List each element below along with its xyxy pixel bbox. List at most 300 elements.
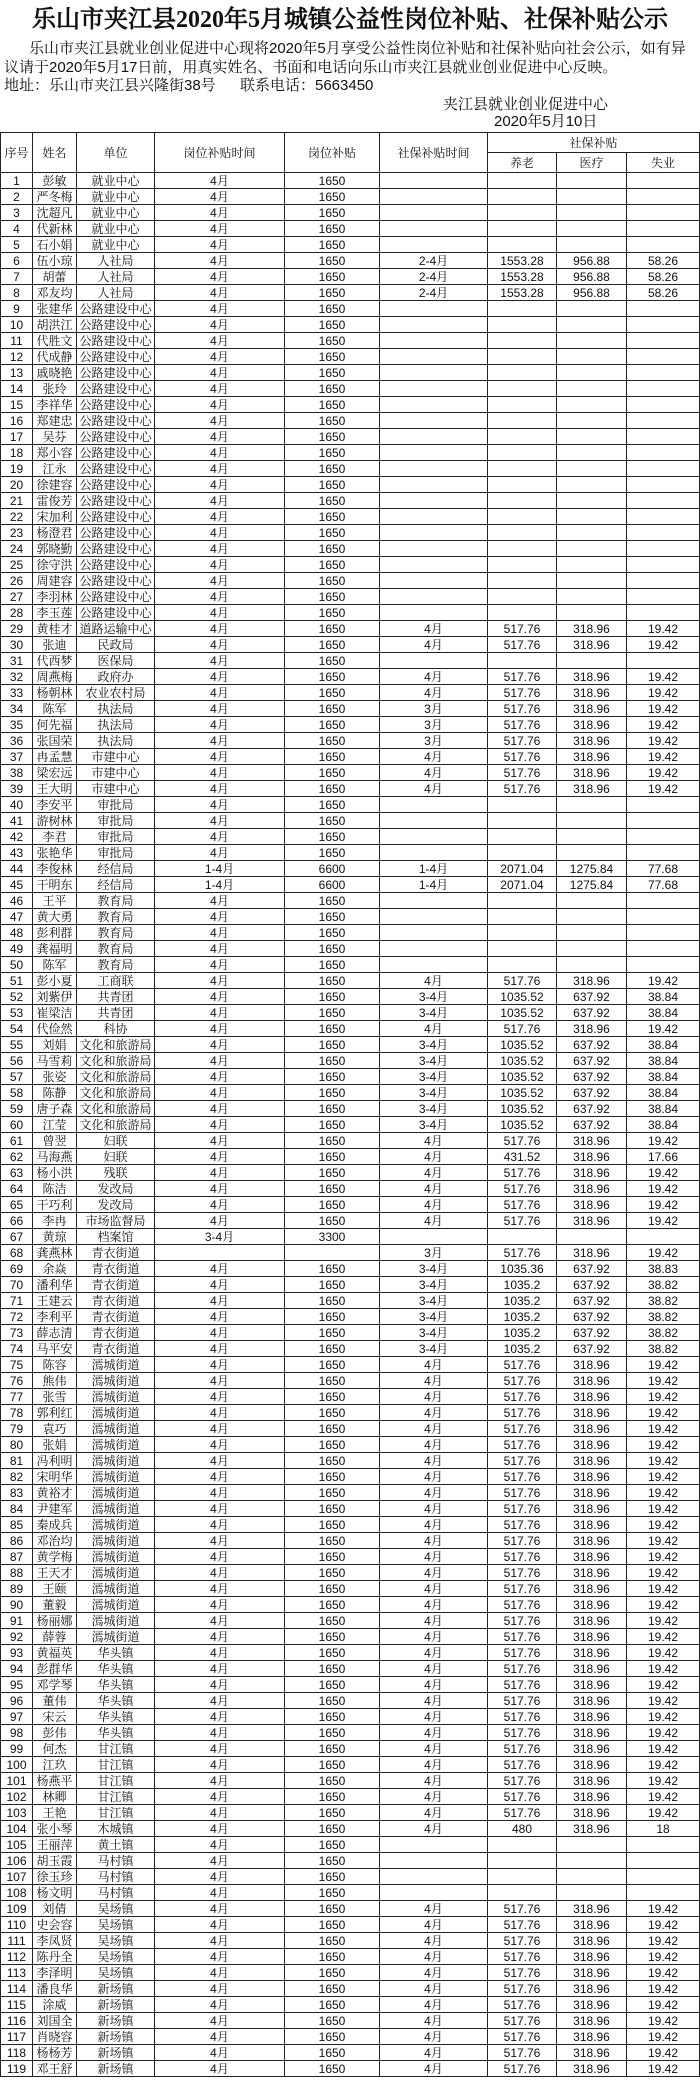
cell-pension: [488, 573, 557, 589]
cell-unemployment: 19.42: [627, 1421, 700, 1437]
cell-pension: [488, 829, 557, 845]
table-row: [1, 1133, 700, 1149]
cell-pension: [488, 653, 557, 669]
cell-unit: 青衣街道: [77, 1309, 155, 1325]
cell-post-period: 4月: [155, 1549, 285, 1565]
cell-post-period: 4月: [155, 381, 285, 397]
cell-unit: 漹城街道: [77, 1629, 155, 1645]
cell-unemployment: 19.42: [627, 1661, 700, 1677]
cell-unemployment: 19.42: [627, 1805, 700, 1821]
cell-pension: 517.76: [488, 1581, 557, 1597]
cell-name: 冯利明: [33, 1453, 77, 1469]
cell-ss-period: 3-4月: [380, 1069, 488, 1085]
cell-post-period: 4月: [155, 1309, 285, 1325]
cell-post-period: 4月: [155, 1469, 285, 1485]
cell-pension: [488, 333, 557, 349]
cell-seq: 71: [1, 1293, 33, 1309]
cell-post-period: 4月: [155, 1005, 285, 1021]
table-row: [1, 589, 700, 605]
cell-unemployment: [627, 797, 700, 813]
cell-post-period: 4月: [155, 1709, 285, 1725]
cell-ss-period: [380, 1885, 488, 1901]
cell-name: 杨燕平: [33, 1773, 77, 1789]
cell-medical: 956.88: [557, 285, 627, 301]
cell-post-amount: 1650: [285, 493, 380, 509]
cell-post-period: 4月: [155, 1981, 285, 1997]
cell-name: 彭伟: [33, 1725, 77, 1741]
cell-name: 胡蕾: [33, 269, 77, 285]
cell-post-amount: 1650: [285, 1917, 380, 1933]
cell-unit: 漹城街道: [77, 1549, 155, 1565]
cell-seq: 86: [1, 1533, 33, 1549]
cell-post-period: 4月: [155, 1597, 285, 1613]
table-row: [1, 317, 700, 333]
cell-seq: 83: [1, 1485, 33, 1501]
cell-unit: 华头镇: [77, 1677, 155, 1693]
cell-ss-period: 3-4月: [380, 1101, 488, 1117]
cell-post-period: 4月: [155, 1853, 285, 1869]
cell-unemployment: [627, 909, 700, 925]
cell-post-amount: 1650: [285, 2061, 380, 2077]
table-row: [1, 1421, 700, 1437]
cell-post-period: 4月: [155, 445, 285, 461]
table-row: [1, 1517, 700, 1533]
table-row: [1, 1181, 700, 1197]
cell-seq: 27: [1, 589, 33, 605]
cell-post-amount: 1650: [285, 813, 380, 829]
cell-unemployment: 38.84: [627, 1053, 700, 1069]
cell-medical: 318.96: [557, 717, 627, 733]
cell-post-period: 4月: [155, 301, 285, 317]
cell-unemployment: 19.42: [627, 2029, 700, 2045]
cell-unit: 漹城街道: [77, 1453, 155, 1469]
cell-pension: 517.76: [488, 717, 557, 733]
cell-seq: 101: [1, 1773, 33, 1789]
cell-seq: 20: [1, 477, 33, 493]
cell-name: 李安平: [33, 797, 77, 813]
cell-post-period: 4月: [155, 1869, 285, 1885]
cell-name: 徐守洪: [33, 557, 77, 573]
cell-seq: 43: [1, 845, 33, 861]
cell-seq: 100: [1, 1757, 33, 1773]
cell-unit: 文化和旅游局: [77, 1101, 155, 1117]
cell-post-amount: 1650: [285, 2045, 380, 2061]
cell-pension: 517.76: [488, 765, 557, 781]
table-row: [1, 1021, 700, 1037]
cell-unit: 发改局: [77, 1197, 155, 1213]
cell-medical: 1275.84: [557, 861, 627, 877]
cell-pension: 517.76: [488, 1373, 557, 1389]
cell-post-amount: 1650: [285, 1181, 380, 1197]
cell-unemployment: 19.42: [627, 1773, 700, 1789]
cell-medical: 318.96: [557, 669, 627, 685]
cell-name: 陈洁: [33, 1181, 77, 1197]
cell-post-period: 4月: [155, 1405, 285, 1421]
cell-medical: 318.96: [557, 1581, 627, 1597]
cell-ss-period: 4月: [380, 669, 488, 685]
table-row: [1, 1117, 700, 1133]
cell-name: 王颐: [33, 1581, 77, 1597]
cell-post-amount: 1650: [285, 1741, 380, 1757]
cell-name: 唐子森: [33, 1101, 77, 1117]
table-row: [1, 1149, 700, 1165]
cell-post-amount: 1650: [285, 1549, 380, 1565]
cell-post-amount: 1650: [285, 1709, 380, 1725]
cell-seq: 56: [1, 1053, 33, 1069]
cell-post-period: 4月: [155, 685, 285, 701]
cell-name: 周燕梅: [33, 669, 77, 685]
cell-seq: 36: [1, 733, 33, 749]
cell-medical: [557, 237, 627, 253]
cell-post-period: 4月: [155, 1533, 285, 1549]
cell-medical: [557, 573, 627, 589]
cell-post-amount: 1650: [285, 1629, 380, 1645]
cell-unemployment: 19.42: [627, 701, 700, 717]
cell-unemployment: [627, 445, 700, 461]
cell-unit: 农业农村局: [77, 685, 155, 701]
cell-name: 李俊林: [33, 861, 77, 877]
cell-ss-period: 3-4月: [380, 1325, 488, 1341]
table-row: [1, 573, 700, 589]
cell-medical: [557, 173, 627, 189]
cell-name: 邓学琴: [33, 1677, 77, 1693]
cell-medical: 318.96: [557, 1389, 627, 1405]
cell-unit: 人社局: [77, 253, 155, 269]
notice-line-2: 议请于2020年5月17日前，用真实姓名、书面和电话向乐山市夹江县就业创业促进中心反映。: [4, 59, 618, 76]
cell-post-period: 4月: [155, 1485, 285, 1501]
cell-seq: 93: [1, 1645, 33, 1661]
cell-name: 杨澄君: [33, 525, 77, 541]
cell-unit: 残联: [77, 1165, 155, 1181]
cell-post-amount: 1650: [285, 1773, 380, 1789]
cell-unit: 就业中心: [77, 205, 155, 221]
cell-unit: 公路建设中心: [77, 317, 155, 333]
cell-name: 余焱: [33, 1261, 77, 1277]
cell-post-period: 4月: [155, 237, 285, 253]
table-row: [1, 173, 700, 189]
cell-seq: 28: [1, 605, 33, 621]
cell-medical: 637.92: [557, 1101, 627, 1117]
cell-post-amount: 1650: [285, 1565, 380, 1581]
cell-unit: 漹城街道: [77, 1613, 155, 1629]
cell-medical: 318.96: [557, 1597, 627, 1613]
cell-name: 石小娟: [33, 237, 77, 253]
cell-seq: 59: [1, 1101, 33, 1117]
cell-post-amount: 1650: [285, 1725, 380, 1741]
cell-unemployment: [627, 189, 700, 205]
cell-post-period: 4月: [155, 173, 285, 189]
cell-unit: 公路建设中心: [77, 333, 155, 349]
cell-name: 黄学梅: [33, 1549, 77, 1565]
cell-pension: [488, 381, 557, 397]
cell-seq: 81: [1, 1453, 33, 1469]
table-row: [1, 1373, 700, 1389]
cell-pension: 517.76: [488, 1437, 557, 1453]
table-row: [1, 2013, 700, 2029]
cell-ss-period: 4月: [380, 973, 488, 989]
cell-name: 严冬梅: [33, 189, 77, 205]
cell-unemployment: [627, 205, 700, 221]
cell-name: 李祥华: [33, 397, 77, 413]
cell-seq: 106: [1, 1853, 33, 1869]
cell-ss-period: 4月: [380, 1165, 488, 1181]
cell-seq: 79: [1, 1421, 33, 1437]
table-row: [1, 461, 700, 477]
cell-unemployment: 19.42: [627, 1757, 700, 1773]
cell-name: 秦成兵: [33, 1517, 77, 1533]
cell-seq: 33: [1, 685, 33, 701]
cell-post-period: 4月: [155, 1501, 285, 1517]
table-row: [1, 509, 700, 525]
cell-medical: 318.96: [557, 1981, 627, 1997]
cell-seq: 67: [1, 1229, 33, 1245]
table-row: [1, 1965, 700, 1981]
table-row: [1, 621, 700, 637]
cell-ss-period: 2-4月: [380, 285, 488, 301]
cell-medical: [557, 1853, 627, 1869]
cell-medical: [557, 845, 627, 861]
cell-name: 曾翌: [33, 1133, 77, 1149]
cell-pension: [488, 605, 557, 621]
cell-medical: [557, 381, 627, 397]
cell-unit: 甘江镇: [77, 1741, 155, 1757]
cell-ss-period: [380, 413, 488, 429]
cell-ss-period: [380, 493, 488, 509]
cell-post-period: 4月: [155, 845, 285, 861]
cell-medical: 318.96: [557, 1997, 627, 2013]
cell-unemployment: [627, 653, 700, 669]
cell-unemployment: [627, 477, 700, 493]
cell-name: 邓王舒: [33, 2061, 77, 2077]
table-row: [1, 1741, 700, 1757]
table-row: [1, 1869, 700, 1885]
cell-post-amount: 1650: [285, 1357, 380, 1373]
cell-medical: 318.96: [557, 1917, 627, 1933]
cell-post-period: 4月: [155, 573, 285, 589]
cell-post-amount: 1650: [285, 189, 380, 205]
cell-medical: 318.96: [557, 1661, 627, 1677]
table-row: [1, 1725, 700, 1741]
cell-name: 胡洪江: [33, 317, 77, 333]
cell-unit: 华头镇: [77, 1645, 155, 1661]
cell-pension: 517.76: [488, 701, 557, 717]
cell-post-amount: 1650: [285, 1693, 380, 1709]
cell-post-amount: 1650: [285, 1757, 380, 1773]
cell-seq: 57: [1, 1069, 33, 1085]
cell-unemployment: 38.83: [627, 1261, 700, 1277]
cell-pension: 1035.2: [488, 1325, 557, 1341]
cell-medical: 318.96: [557, 2061, 627, 2077]
cell-name: 何杰: [33, 1741, 77, 1757]
cell-ss-period: [380, 541, 488, 557]
table-row: [1, 413, 700, 429]
cell-unit: 马村镇: [77, 1853, 155, 1869]
address-text: 地址：乐山市夹江县兴隆街38号: [4, 77, 216, 94]
cell-post-amount: 1650: [285, 413, 380, 429]
cell-medical: 637.92: [557, 1053, 627, 1069]
cell-unit: 市场监督局: [77, 1213, 155, 1229]
cell-post-amount: 1650: [285, 1405, 380, 1421]
cell-unit: 青衣街道: [77, 1293, 155, 1309]
cell-name: 杨小洪: [33, 1165, 77, 1181]
cell-medical: 318.96: [557, 1453, 627, 1469]
cell-ss-period: 4月: [380, 1661, 488, 1677]
table-row: [1, 1949, 700, 1965]
cell-pension: 517.76: [488, 1629, 557, 1645]
cell-post-period: 4月: [155, 1677, 285, 1693]
cell-post-amount: 1650: [285, 525, 380, 541]
cell-medical: 318.96: [557, 1373, 627, 1389]
cell-pension: 517.76: [488, 1981, 557, 1997]
cell-post-amount: 1650: [285, 1213, 380, 1229]
table-row: [1, 957, 700, 973]
table-row: [1, 1005, 700, 1021]
cell-ss-period: 4月: [380, 749, 488, 765]
cell-seq: 91: [1, 1613, 33, 1629]
cell-unemployment: [627, 1885, 700, 1901]
cell-name: 彭利群: [33, 925, 77, 941]
cell-name: 李羽林: [33, 589, 77, 605]
cell-post-amount: 1650: [285, 1869, 380, 1885]
cell-pension: 517.76: [488, 1021, 557, 1037]
cell-unit: 共青团: [77, 1005, 155, 1021]
cell-pension: 517.76: [488, 1469, 557, 1485]
cell-seq: 63: [1, 1165, 33, 1181]
cell-post-period: 4月: [155, 1341, 285, 1357]
cell-unit: 审批局: [77, 813, 155, 829]
cell-post-period: 4月: [155, 1613, 285, 1629]
cell-unit: 新场镇: [77, 2045, 155, 2061]
cell-name: 冉孟慧: [33, 749, 77, 765]
cell-post-amount: 6600: [285, 861, 380, 877]
cell-unit: 公路建设中心: [77, 461, 155, 477]
cell-pension: [488, 1837, 557, 1853]
cell-ss-period: [380, 205, 488, 221]
cell-medical: 318.96: [557, 749, 627, 765]
cell-pension: [488, 173, 557, 189]
cell-pension: 517.76: [488, 2013, 557, 2029]
cell-medical: [557, 1229, 627, 1245]
cell-post-amount: 1650: [285, 2029, 380, 2045]
cell-post-period: 4月: [155, 2013, 285, 2029]
cell-post-period: 4月: [155, 925, 285, 941]
cell-seq: 41: [1, 813, 33, 829]
cell-medical: 318.96: [557, 1805, 627, 1821]
cell-pension: [488, 445, 557, 461]
cell-ss-period: 4月: [380, 1821, 488, 1837]
cell-medical: 318.96: [557, 1933, 627, 1949]
table-row: [1, 301, 700, 317]
cell-post-period: 4月: [155, 1821, 285, 1837]
cell-post-amount: 1650: [285, 701, 380, 717]
cell-medical: [557, 589, 627, 605]
cell-ss-period: 4月: [380, 1501, 488, 1517]
cell-post-amount: 1650: [285, 445, 380, 461]
table-row: [1, 269, 700, 285]
cell-post-amount: 1650: [285, 269, 380, 285]
cell-unemployment: 19.42: [627, 1501, 700, 1517]
cell-post-period: 1-4月: [155, 877, 285, 893]
cell-ss-period: 4月: [380, 1693, 488, 1709]
cell-pension: 517.76: [488, 1901, 557, 1917]
cell-pension: [488, 845, 557, 861]
cell-unit: 民政局: [77, 637, 155, 653]
cell-ss-period: [380, 893, 488, 909]
cell-medical: 318.96: [557, 1821, 627, 1837]
cell-name: 张迪: [33, 637, 77, 653]
cell-medical: 318.96: [557, 621, 627, 637]
cell-post-amount: 1650: [285, 333, 380, 349]
cell-unit: 漹城街道: [77, 1517, 155, 1533]
cell-unemployment: [627, 893, 700, 909]
table-row: [1, 189, 700, 205]
cell-pension: 517.76: [488, 1965, 557, 1981]
cell-unemployment: 19.42: [627, 781, 700, 797]
cell-pension: [488, 589, 557, 605]
cell-seq: 90: [1, 1597, 33, 1613]
cell-pension: 517.76: [488, 781, 557, 797]
cell-post-amount: 1650: [285, 509, 380, 525]
cell-post-period: 4月: [155, 653, 285, 669]
cell-seq: 118: [1, 2045, 33, 2061]
cell-unit: 公路建设中心: [77, 349, 155, 365]
cell-medical: 318.96: [557, 637, 627, 653]
cell-pension: [488, 301, 557, 317]
header-ss-period: 社保补贴时间: [380, 133, 488, 173]
cell-name: 郑建忠: [33, 413, 77, 429]
cell-post-amount: 6600: [285, 877, 380, 893]
cell-post-period: 4月: [155, 1901, 285, 1917]
cell-unit: 道路运输中心: [77, 621, 155, 637]
table-row: [1, 1597, 700, 1613]
table-row: [1, 765, 700, 781]
cell-pension: 517.76: [488, 973, 557, 989]
cell-ss-period: 4月: [380, 1597, 488, 1613]
cell-pension: [488, 525, 557, 541]
cell-unemployment: [627, 493, 700, 509]
cell-ss-period: 1-4月: [380, 861, 488, 877]
cell-medical: [557, 797, 627, 813]
cell-unit: 青衣街道: [77, 1245, 155, 1261]
cell-ss-period: [380, 941, 488, 957]
cell-name: 戚晓艳: [33, 365, 77, 381]
table-row: [1, 605, 700, 621]
cell-seq: 24: [1, 541, 33, 557]
table-row: [1, 861, 700, 877]
cell-medical: 956.88: [557, 253, 627, 269]
cell-pension: 517.76: [488, 1741, 557, 1757]
cell-unit: 教育局: [77, 893, 155, 909]
cell-post-period: 4月: [155, 1565, 285, 1581]
cell-seq: 29: [1, 621, 33, 637]
cell-post-amount: 1650: [285, 829, 380, 845]
cell-post-amount: 1650: [285, 1197, 380, 1213]
table-row: [1, 285, 700, 301]
cell-unit: 漹城街道: [77, 1421, 155, 1437]
header-pension: 养老: [488, 153, 557, 173]
cell-post-period: 4月: [155, 1773, 285, 1789]
table-row: [1, 733, 700, 749]
cell-unemployment: 38.84: [627, 1037, 700, 1053]
cell-medical: 318.96: [557, 1517, 627, 1533]
cell-ss-period: 4月: [380, 1773, 488, 1789]
cell-pension: 517.76: [488, 1549, 557, 1565]
table-row: [1, 1261, 700, 1277]
cell-pension: [488, 493, 557, 509]
cell-medical: [557, 1837, 627, 1853]
subsidy-table: [0, 132, 700, 2077]
cell-unemployment: [627, 525, 700, 541]
